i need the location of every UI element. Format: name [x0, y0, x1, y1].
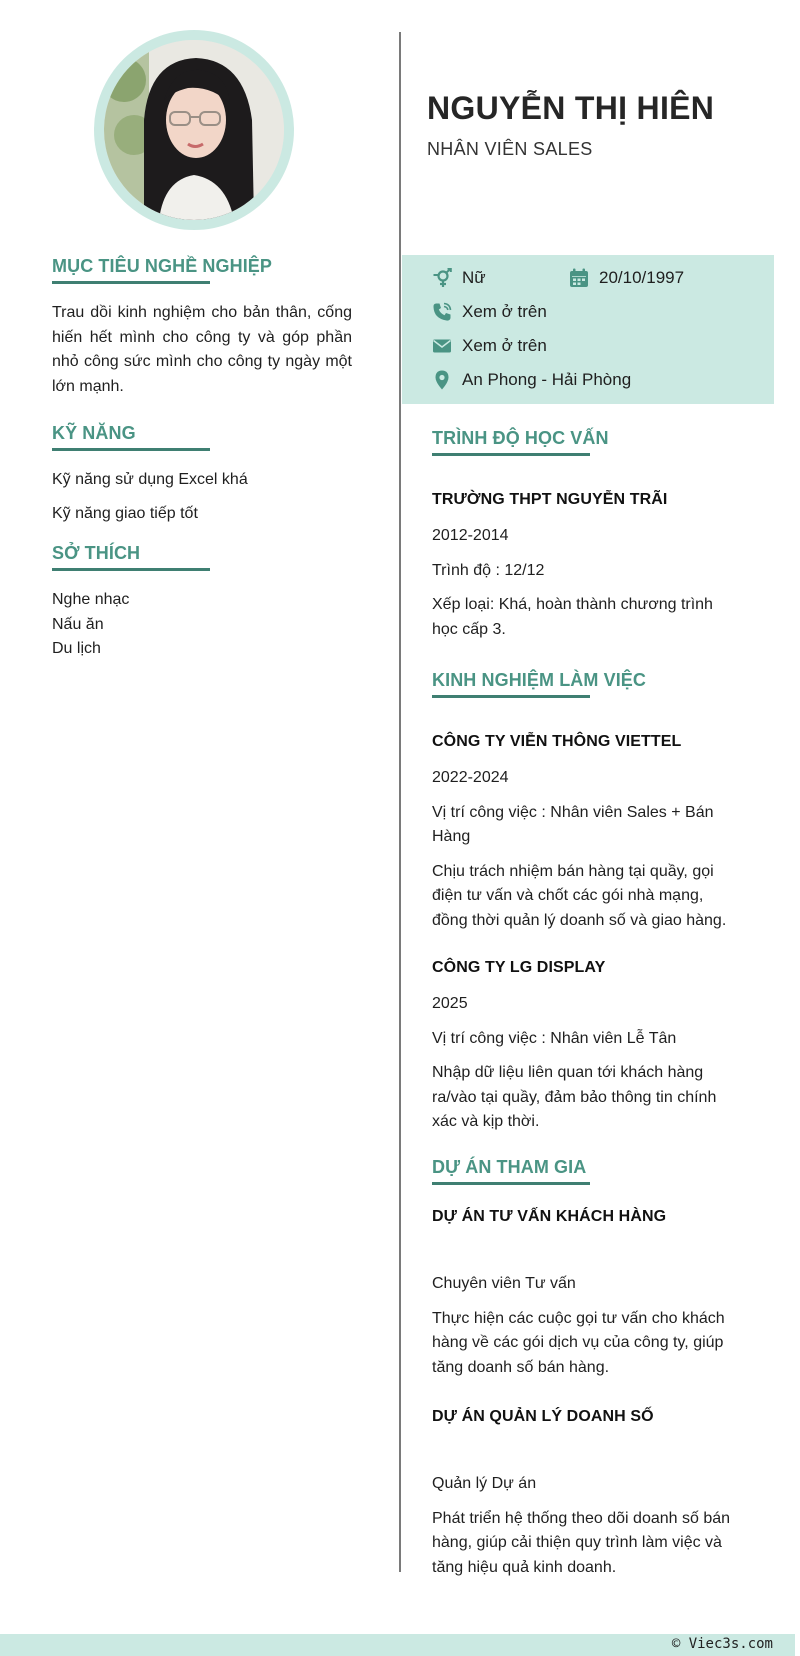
job-description-line: đồng thời quản lý doanh số và giao hàng.	[432, 911, 727, 929]
profile-header	[427, 90, 767, 160]
project-description	[432, 1307, 762, 1381]
company-name: CÔNG TY LG DISPLAY	[432, 959, 606, 976]
project-description-line: hàng về các gói dịch vụ của công ty, giúp	[432, 1334, 724, 1351]
hobby-item: Nghe nhạc	[52, 591, 130, 608]
avatar-frame	[94, 30, 294, 230]
job-description-line: Nhập dữ liệu liên quan tới khách hàng	[432, 1064, 704, 1081]
candidate-name: NGUYỄN THỊ HIÊN	[427, 90, 715, 126]
experience-heading: KINH NGHIỆM LÀM VIỆC	[432, 670, 762, 695]
project-description	[432, 1507, 762, 1581]
education-grade-line: học cấp 3.	[432, 620, 506, 638]
school-name: TRƯỜNG THPT NGUYỄN TRÃI	[432, 491, 668, 508]
gender-icon	[432, 268, 452, 288]
education-grade-line: Xếp loại: Khá, hoàn thành chương trình	[432, 596, 713, 613]
phone-icon	[432, 302, 452, 322]
job-description-line: ra/vào tại quầy, đảm bảo thông tin chính	[432, 1088, 717, 1106]
career-objective-heading: MỤC TIÊU NGHỀ NGHIỆP	[52, 256, 352, 281]
project-role: Chuyên viên Tư vấn	[432, 1275, 576, 1292]
candidate-title: NHÂN VIÊN SALES	[427, 139, 593, 159]
project-description-line: tăng hiệu quả kinh doanh.	[432, 1558, 617, 1576]
company-name: CÔNG TY VIỄN THÔNG VIETTEL	[432, 733, 682, 750]
job-position: Vị trí công việc : Nhân viên Lễ Tân	[432, 1029, 677, 1047]
skill-item: Kỹ năng sử dụng Excel khá	[52, 471, 248, 488]
location-pin-icon	[432, 370, 452, 390]
hobbies-list	[52, 588, 352, 662]
avatar	[104, 40, 284, 220]
skill-item: Kỹ năng giao tiếp tốt	[52, 505, 198, 522]
project-description-line: tăng doanh số bán hàng.	[432, 1358, 610, 1376]
calendar-icon	[569, 268, 589, 288]
contact-info-panel	[402, 255, 774, 404]
project-name: DỰ ÁN TƯ VẤN KHÁCH HÀNG	[432, 1208, 667, 1225]
experience-section	[432, 670, 762, 1135]
job-position-line: Vị trí công việc : Nhân viên Sales + Bán	[432, 803, 714, 821]
projects-heading: DỰ ÁN THAM GIA	[432, 1157, 762, 1182]
phone-value: Xem ở trên	[462, 302, 547, 321]
job-years: 2022-2024	[432, 769, 509, 786]
education-section	[432, 428, 762, 642]
gender-value: Nữ	[462, 268, 486, 287]
job-description-line: Chịu trách nhiệm bán hàng tại quầy, gọi	[432, 862, 714, 880]
hobby-item: Du lịch	[52, 640, 101, 657]
job-position-line: Hàng	[432, 828, 471, 845]
project-description-line: hàng, giúp cải thiện quy trình làm việc và	[432, 1534, 722, 1551]
career-objective-text: Trau dồi kinh nghiệm cho bản thân, cống hiến hết mình cho công ty và góp phần nhỏ công sức mình cho công ty ngày một lớn mạnh.	[52, 304, 352, 395]
hobby-item: Nấu ăn	[52, 615, 104, 633]
career-objective-section	[52, 256, 352, 399]
column-divider	[399, 32, 401, 1572]
skills-section	[52, 423, 352, 526]
job-description-line: điện tư vấn và chốt các gói nhà mạng,	[432, 887, 704, 904]
job-position	[432, 801, 762, 850]
hobbies-heading: SỞ THÍCH	[52, 543, 352, 568]
job-years: 2025	[432, 995, 468, 1012]
education-grade	[432, 593, 762, 642]
job-description-line: xác và kịp thời.	[432, 1113, 540, 1130]
education-heading: TRÌNH ĐỘ HỌC VẤN	[432, 428, 762, 453]
skills-heading: KỸ NĂNG	[52, 423, 352, 448]
job-description	[432, 1061, 762, 1135]
address-value: An Phong - Hải Phòng	[462, 370, 632, 389]
portrait-photo	[104, 40, 284, 220]
job-description	[432, 860, 762, 934]
project-role: Quản lý Dự án	[432, 1475, 537, 1492]
project-name: DỰ ÁN QUẢN LÝ DOANH SỐ	[432, 1408, 654, 1425]
project-description-line: Phát triển hệ thống theo dõi doanh số bán	[432, 1509, 731, 1527]
education-years: 2012-2014	[432, 527, 509, 544]
projects-section	[432, 1157, 762, 1580]
project-description-line: Thực hiện các cuộc gọi tư vấn cho khách	[432, 1309, 725, 1327]
education-level: Trình độ : 12/12	[432, 561, 545, 579]
skills-list	[52, 468, 352, 526]
birthday-value: 20/10/1997	[599, 268, 685, 287]
hobbies-section	[52, 543, 352, 662]
email-value: Xem ở trên	[462, 336, 547, 355]
envelope-icon	[432, 336, 452, 356]
footer-bar	[0, 1634, 795, 1656]
copyright-text: © Viec3s.com	[671, 1636, 773, 1652]
